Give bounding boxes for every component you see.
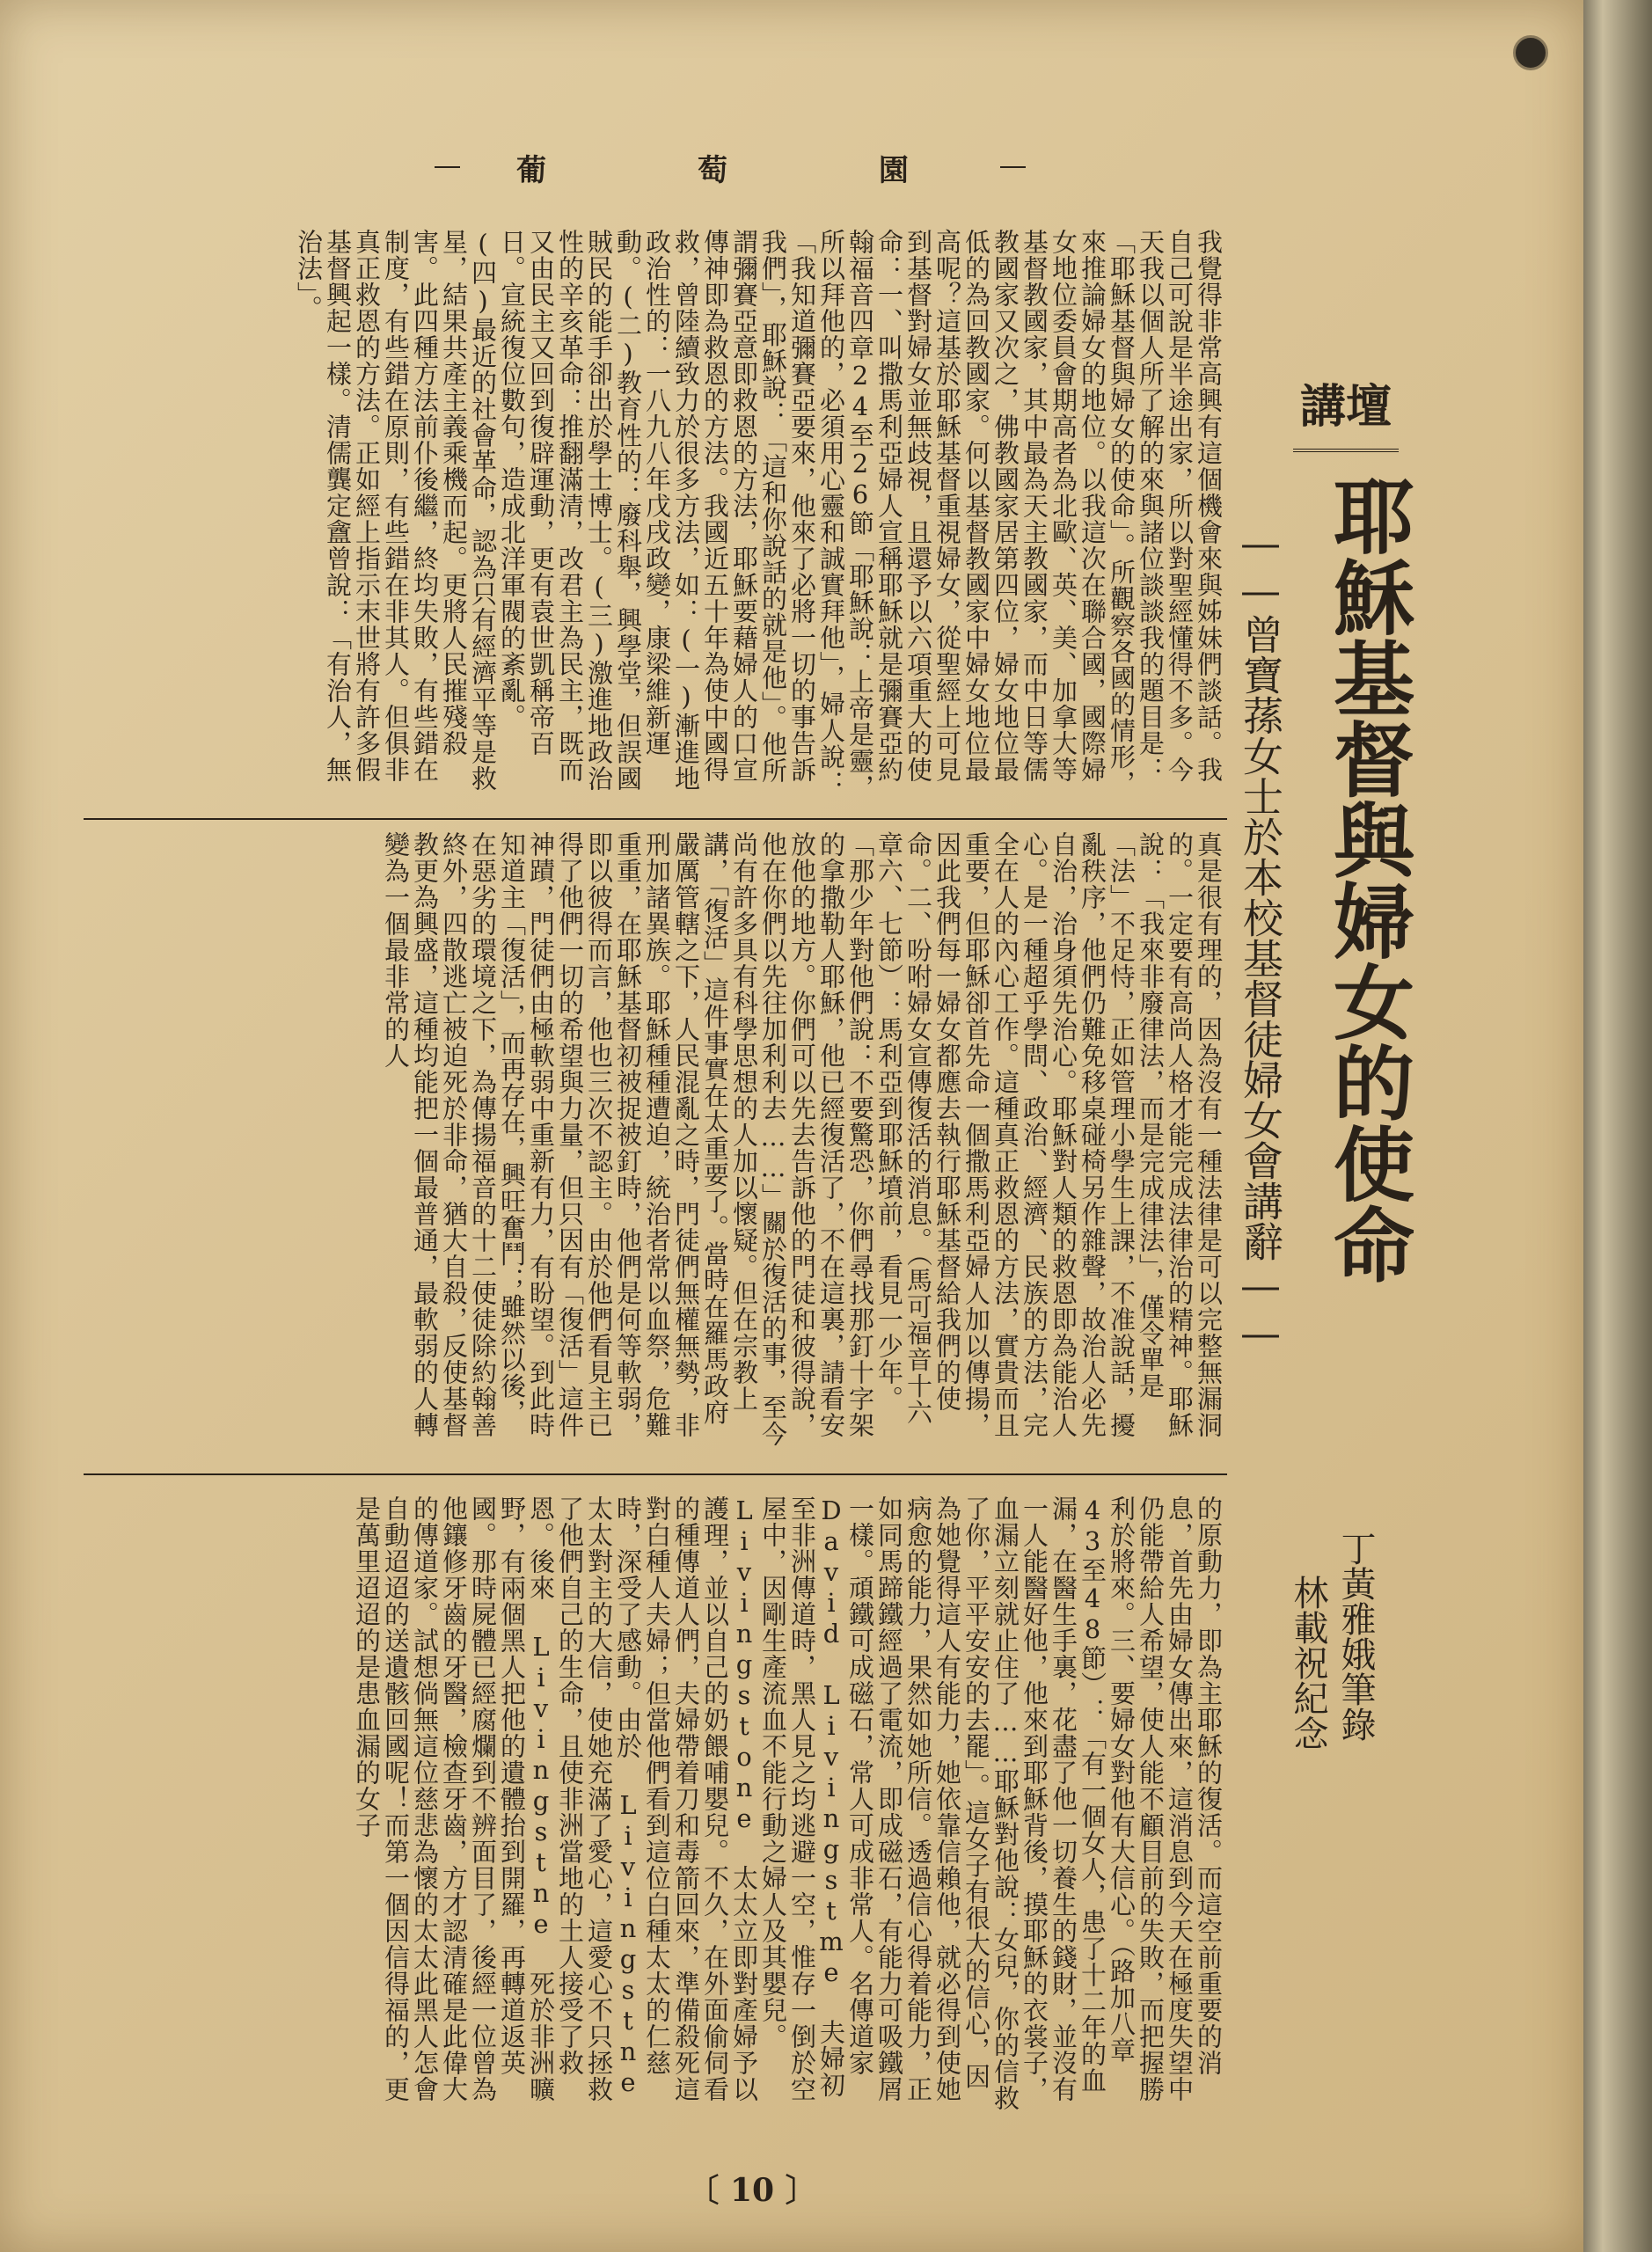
binding-hole <box>1513 35 1548 70</box>
article-title: 耶穌基督與婦女的使命 <box>1320 475 1415 1284</box>
article-subtitle: ——曾寶蓀女士於本校基督徒婦女會講辭—— <box>1237 519 1284 1356</box>
author-line-1: 丁黃雅娥筆錄 <box>1335 1531 1376 1742</box>
body-text-middle-tier: 真是很有理的，因為沒有一種法律是可以完整無漏洞的。一定要有高尚人格才能完成法律治的精神。耶穌說：「我來非廢律法，而是完成律法」，僅令單是「法」不足恃，正如管理小學生上課，不准說話，擾亂秩序，他們仍難免移桌碰椅另作雜聲，故治人必先自治，治身須先治心。耶穌對人類的救恩即為能治人心。是一種超乎學問、政治、經濟、民族的方法，完全在人的內心工作。這種真正救恩的方法，實貴而且重要，但耶穌卻首先命一個撒馬利亞婦人加以傳揚，因此我們每一婦女都應去執行耶穌基督給我們的使命。二、吩咐婦女宣傳復活的消息。（馬可福音十六章六、七節）：馬利亞到耶穌墳前，看見一少年。「那少年對他們說：不要驚恐，你們尋找那釘十字架的拿撒勒人耶穌，他已經復活了，不在這裏，請看安放他的地方。你們可以先去告訴他的門徒和彼得說，他在你們以先往加利利去……」關於復活的事，至今尚有許多具有科學思想的人加以懷疑。但在宗教上講，「復活」這件事實在太重要了。當時在羅馬政府嚴厲管轄之下，人民混亂之時，門徒們無權無勢，非刑加諸異族。耶穌種種遭迫，統治者常以血祭，危難重重，在耶穌基督初被捉被釘時，他們是何等軟弱，即以彼得而言，他也三次不認主。由於他們看見主已得了他們一切的希望與力量，但只因有「復活」這件神蹟，門徒們由極軟弱中重新有力，有盼望。到此時知道主「復活」，而再存在，興旺奮鬥；雖然以後，在惡劣的環境之下，為傳揚福音的十二使徒除約翰善終外，四散逃亡被迫死於非命，猶大自殺，反使基督教更為興盛，這種均能把一個最普通，最軟弱的人轉變為一個最非常的人 <box>381 831 1224 1447</box>
body-text-top-tier: 我覺得非常高興有這個機會來與姊妹們談話。我自己可說是半途出家，所以對聖經懂得不多。今天我以個人所了解的來與諸位談談我的題目是：「耶穌基督與婦女的使命」。所觀察各國的情形，來推論婦女的地位。以我這次在聯合國，國際婦女地位委員會期高者為北歐、英、美、加拿大等基督教國家，其中最為天主教國家，而中日等儒教國家又次之，佛教國家居第四位，婦女地位最低的為回教國家。何以基督教國家中婦女地位最高呢？這基於耶穌基督重視婦女，從聖經上可見到基督對婦女並無歧視，且還予以六項重大的使命：一、叫撒馬利亞婦人宣稱耶穌就是彌賽亞約翰福音四章24至26節「耶穌說：上帝是靈，所以拜他的，必須用心靈和誠實拜他」，婦人說：「我知道彌賽亞要來，他來了必將一切的事告訴我們」，耶穌說：「這和你說話的就是他」。他所謂彌賽亞意即救恩的方法，耶穌要藉婦人的口宣傳神即為救恩的方法。我國近五十年為使中國得救，曾陸續致力於很多方法，如：(一)漸進地政治性的：一八九八年戊戌政變，康梁維新運動。(二)教育性的：廢科舉，興學堂，但誤國賊民的能手卻出於學士博士。(三)激進地政治性的辛亥革命：推翻滿清，改君主為民主，既而又由民主又回到復辟運動，更有袁世凱稱帝百日。宣統復位數句，造成北洋軍閥的紊亂。(四)最近的社會革命，認為只有經濟平等是救星，結果共產主義乘機而起。更將人民摧殘殺害。此四種方法前仆後繼，終均失敗，有些錯在制度，有些錯在原則，有些錯在非其人。但俱非真正救恩的方法。正如經上指示末世將有許多假基督興起一樣。清儒龔定盦曾說：「有治人，無治法」。 <box>294 229 1224 801</box>
body-text-bottom-tier: 的原動力，即為主耶穌的復活。而這空前重要的消息，首先由婦女傳出來，這消息到今天在極度失望中仍能帶給人希望，使人能不顧目前的失敗，而把握勝利於將來。三、要婦女對他有大信心。（路加八章43至48節）：「有一個女人，患了十二年的血漏，在醫生手裏，花盡了他一切養生的錢財，並沒有一人能醫好他，他來到耶穌背後，摸耶穌的衣裳子，血漏立刻就止住了……耶穌對他說：女兒，你的信救了你，平平安安的去罷」。這女子有很大的信心，因為她覺得這人有能力，她依靠信賴他，就必得到使她病愈的能力，果然如她所信。透過信心得着能力，正如同馬蹄鐵經過了電流，即成磁石，有能力可吸鐵屑一樣。頑鐵可成磁石，常人可成非常人。名傳道家 David Livingstme 夫婦初至非洲傳道時，黑人見之均逃避一空，惟存一倒於空屋中，因剛生產流血不能行動之婦人及其嬰兒。Livingstone 太太立即對產婦予以護理，並以自己的奶餵哺嬰兒。不久，在外面偷伺看的種傳道人們，夫婦帶着刀和毒箭回來，準備殺死這對白種人夫婦；但當他們看到這位白種太太的仁慈時，深受了感動。由於 Livingstne 太太對主的大信，使她充滿了愛心，這愛心不只拯救了他們自己的生命，且使非洲當地的土人接受了救恩。後來 Livingstne 死於非洲曠野，有兩個黑人把他的遺體抬到開羅，再轉道返英國。那時屍體已經腐爛到不辨面目了，後經一位曾為他鑲修牙齒的牙醫，檢查牙齒，方才認清確是此偉大的傳道家。試想倘無這位慈悲為懷的太太此黑人怎會自動迢迢的送遺骸回國呢！而第一個因信得福的，更是萬里迢迢的是患血漏的女子 <box>352 1495 1224 2111</box>
running-header <box>413 141 1047 194</box>
section-label: 講壇 <box>1293 369 1399 452</box>
author-line-2: 林載祝紀念 <box>1288 1575 1328 1751</box>
book-spine <box>1582 0 1652 2252</box>
header-rule-right <box>1000 166 1026 168</box>
tier-divider-1 <box>84 818 1227 820</box>
page-number: 〔 10 〕 <box>687 2172 817 2209</box>
header-rule-left <box>435 166 460 168</box>
header-title: 葡 萄 園 <box>516 152 979 188</box>
tier-divider-2 <box>84 1473 1227 1475</box>
